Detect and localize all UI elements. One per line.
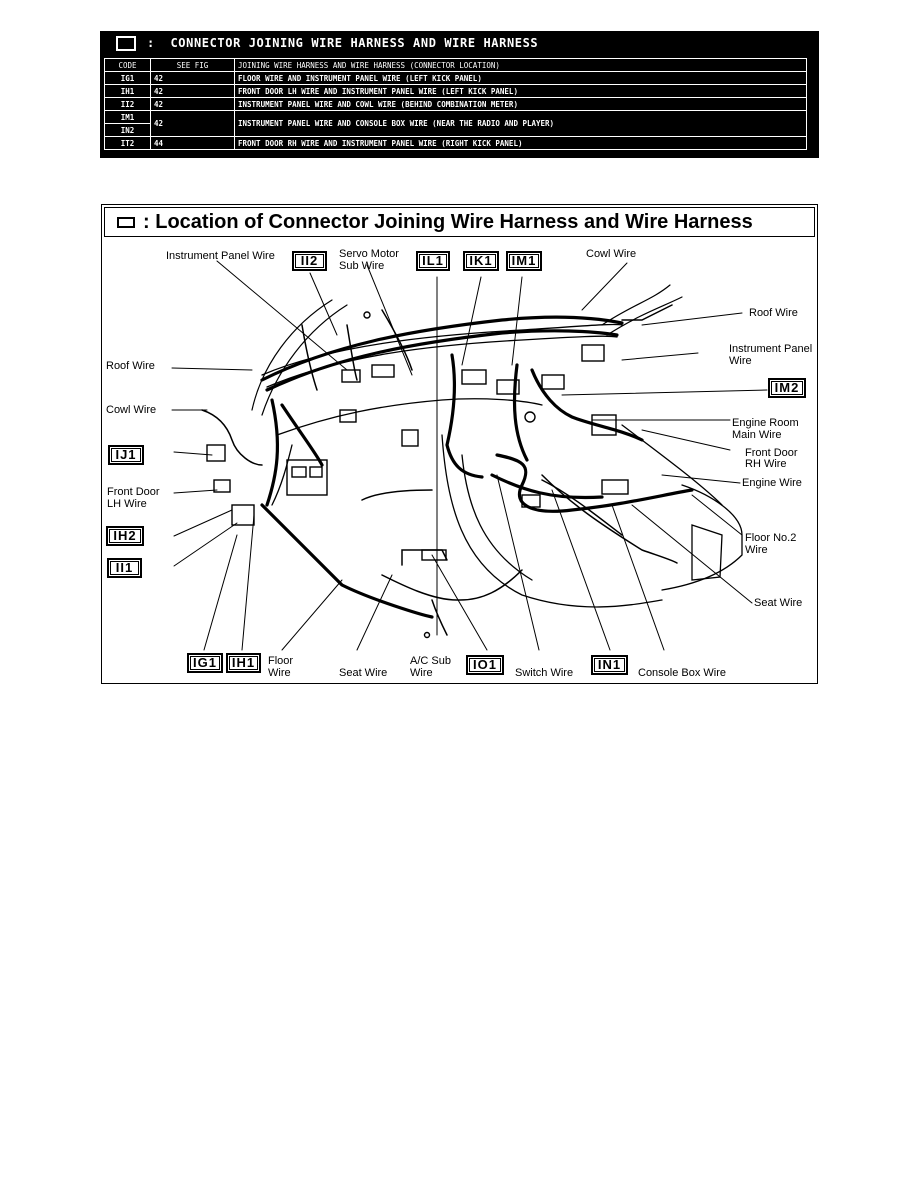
- label-front-door-lh-wire-1: Front Door: [107, 486, 160, 498]
- table-row: [105, 111, 807, 124]
- table-title-bar: [100, 31, 819, 55]
- label-cowl-wire-left: Cowl Wire: [106, 404, 157, 416]
- label-roof-wire-left: Roof Wire: [106, 360, 155, 372]
- connector-code-IO1: IO1: [466, 655, 504, 675]
- connector-code-IH1: IH1: [226, 653, 261, 673]
- label-front-door-rh-wire-2: RH Wire: [745, 458, 787, 470]
- connector-code-IK1: IK1: [463, 251, 499, 271]
- harness-illustration: [102, 205, 817, 683]
- label-engine-wire: Engine Wire: [742, 477, 802, 489]
- leader-lines: [172, 261, 767, 650]
- table-header-row: [105, 59, 807, 72]
- label-cowl-wire-top: Cowl Wire: [586, 248, 637, 260]
- row-description: FRONT DOOR RH WIRE AND INSTRUMENT PANEL WIRE (RIGHT KICK PANEL): [235, 137, 807, 150]
- label-floor-no2-wire-2: Wire: [745, 544, 768, 556]
- row-code: II2: [105, 98, 151, 111]
- row-code-secondary: IN2: [105, 124, 151, 137]
- row-code: IT2: [105, 137, 151, 150]
- label-servo-motor-sub-wire-1: Servo Motor: [339, 248, 399, 260]
- connector-code-IM1: IM1: [506, 251, 542, 271]
- row-fig: 42: [151, 85, 235, 98]
- windshield-lines: [252, 285, 682, 415]
- header-description: JOINING WIRE HARNESS AND WIRE HARNESS (CONNECTOR LOCATION): [235, 59, 807, 72]
- diagram-title-separator: :: [143, 211, 150, 233]
- label-front-door-lh-wire-2: LH Wire: [107, 498, 147, 510]
- label-engine-room-main-wire-1: Engine Room: [732, 417, 799, 429]
- label-seat-wire-right: Seat Wire: [754, 597, 803, 609]
- row-code: IM1: [105, 111, 151, 124]
- label-instrument-panel-wire-right-1: Instrument Panel: [729, 343, 813, 355]
- label-switch-wire: Switch Wire: [515, 667, 574, 679]
- table-title-text: CONNECTOR JOINING WIRE HARNESS AND WIRE HARNESS: [170, 36, 539, 50]
- row-code: IG1: [105, 72, 151, 85]
- row-fig: 42: [151, 111, 235, 137]
- row-description: INSTRUMENT PANEL WIRE AND CONSOLE BOX WIRE (NEAR THE RADIO AND PLAYER): [235, 111, 807, 137]
- label-front-door-rh-wire-1: Front Door: [745, 447, 798, 459]
- row-description: FLOOR WIRE AND INSTRUMENT PANEL WIRE (LEFT KICK PANEL): [235, 72, 807, 85]
- label-console-box-wire: Console Box Wire: [638, 667, 727, 679]
- row-description: INSTRUMENT PANEL WIRE AND COWL WIRE (BEHIND COMBINATION METER): [235, 98, 807, 111]
- table-row: [105, 137, 807, 150]
- connector-code-II2: II2: [292, 251, 327, 271]
- label-ac-sub-wire-1: A/C Sub: [410, 655, 451, 667]
- table-row: [105, 72, 807, 85]
- secondary-wires: [202, 305, 677, 635]
- row-description: FRONT DOOR LH WIRE AND INSTRUMENT PANEL WIRE (LEFT KICK PANEL): [235, 85, 807, 98]
- connector-table: [104, 58, 807, 150]
- table-row: [105, 98, 807, 111]
- header-code: CODE: [105, 59, 151, 72]
- table-title: : CONNECTOR JOINING WIRE HARNESS AND WIRE HARNESS: [147, 36, 539, 50]
- label-instrument-panel-wire-right-2: Wire: [729, 355, 752, 367]
- label-floor-wire-1: Floor: [268, 655, 294, 667]
- row-fig: 42: [151, 98, 235, 111]
- dashboard-outline: [262, 324, 742, 607]
- connector-table-panel: [100, 31, 819, 158]
- connector-code-IH2: IH2: [106, 526, 144, 546]
- connector-code-IN1: IN1: [591, 655, 628, 675]
- label-instrument-panel-wire-top: Instrument Panel Wire: [166, 250, 275, 262]
- table-row: [105, 85, 807, 98]
- connector-code-IG1: IG1: [187, 653, 223, 673]
- connector-code-IL1: IL1: [416, 251, 450, 271]
- label-ac-sub-wire-2: Wire: [410, 667, 433, 679]
- row-code: IH1: [105, 85, 151, 98]
- location-diagram-panel: [101, 204, 818, 684]
- connector-symbol-icon: [116, 36, 136, 51]
- connector-code-IJ1: IJ1: [108, 445, 144, 465]
- label-floor-no2-wire-1: Floor No.2: [745, 532, 797, 544]
- connector-code-II1: II1: [107, 558, 142, 578]
- row-fig: 42: [151, 72, 235, 85]
- label-floor-wire-2: Wire: [268, 667, 291, 679]
- label-roof-wire-right: Roof Wire: [749, 307, 798, 319]
- connector-code-IM2: IM2: [768, 378, 806, 398]
- row-fig: 44: [151, 137, 235, 150]
- label-servo-motor-sub-wire-2: Sub Wire: [339, 260, 385, 272]
- header-see-fig: SEE FIG: [151, 59, 235, 72]
- label-seat-wire-bottom: Seat Wire: [339, 667, 388, 679]
- connector-blocks: [207, 312, 628, 638]
- diagram-title-text: Location of Connector Joining Wire Harness and Wire Harness: [155, 211, 753, 233]
- label-engine-room-main-wire-2: Main Wire: [732, 429, 782, 441]
